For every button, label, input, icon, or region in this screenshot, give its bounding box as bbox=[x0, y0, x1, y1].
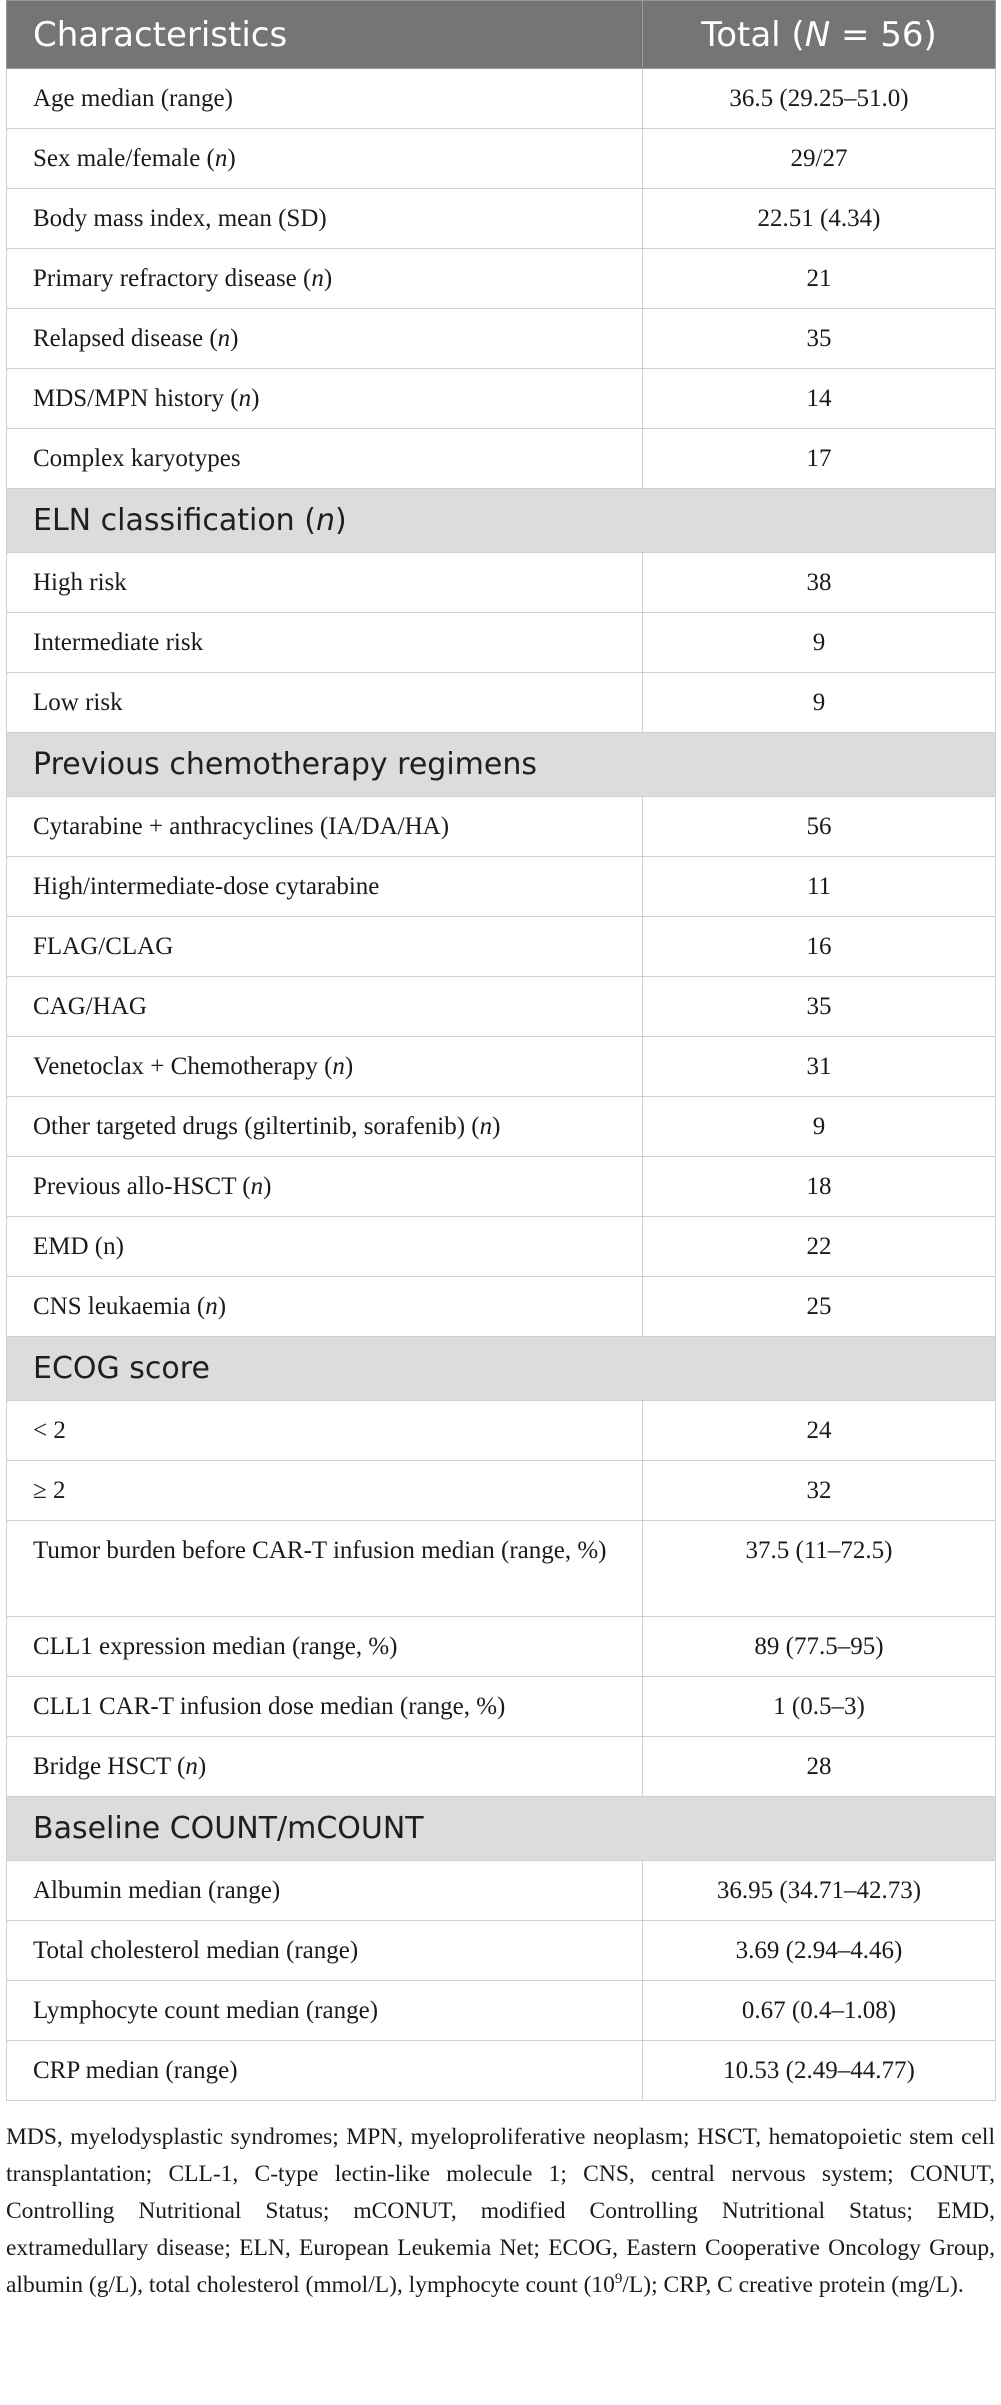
row-label: Sex male/female (n) bbox=[7, 129, 643, 189]
row-value: 21 bbox=[643, 249, 996, 309]
table-row bbox=[7, 249, 996, 309]
row-value: 17 bbox=[643, 429, 996, 489]
row-value: 22 bbox=[643, 1217, 996, 1277]
table-row bbox=[7, 2041, 996, 2101]
table-row bbox=[7, 917, 996, 977]
header-characteristics: Characteristics bbox=[7, 1, 643, 69]
table-row bbox=[7, 429, 996, 489]
table-row bbox=[7, 1617, 996, 1677]
row-label: Albumin median (range) bbox=[7, 1861, 643, 1921]
row-value: 10.53 (2.49–44.77) bbox=[643, 2041, 996, 2101]
row-label: < 2 bbox=[7, 1401, 643, 1461]
row-value: 18 bbox=[643, 1157, 996, 1217]
table-row bbox=[7, 1981, 996, 2041]
table-row bbox=[7, 613, 996, 673]
table-row bbox=[7, 673, 996, 733]
row-label: ≥ 2 bbox=[7, 1461, 643, 1521]
row-value: 14 bbox=[643, 369, 996, 429]
table-row bbox=[7, 1217, 996, 1277]
row-value: 89 (77.5–95) bbox=[643, 1617, 996, 1677]
header-total: Total (N = 56) bbox=[643, 1, 996, 69]
row-value: 28 bbox=[643, 1737, 996, 1797]
row-value: 29/27 bbox=[643, 129, 996, 189]
row-label: CLL1 CAR-T infusion dose median (range, %) bbox=[7, 1677, 643, 1737]
section-heading: ECOG score bbox=[7, 1337, 996, 1401]
table-row bbox=[7, 1401, 996, 1461]
row-value: 38 bbox=[643, 553, 996, 613]
row-label: High/intermediate-dose cytarabine bbox=[7, 857, 643, 917]
row-value: 9 bbox=[643, 613, 996, 673]
section-heading: Baseline COUNT/mCOUNT bbox=[7, 1797, 996, 1861]
row-value: 37.5 (11–72.5) bbox=[643, 1521, 996, 1617]
row-value: 0.67 (0.4–1.08) bbox=[643, 1981, 996, 2041]
row-label: Primary refractory disease (n) bbox=[7, 249, 643, 309]
table-row bbox=[7, 1037, 996, 1097]
row-label: MDS/MPN history (n) bbox=[7, 369, 643, 429]
row-label: Intermediate risk bbox=[7, 613, 643, 673]
row-label: Age median (range) bbox=[7, 69, 643, 129]
row-value: 35 bbox=[643, 977, 996, 1037]
row-label: Cytarabine + anthracyclines (IA/DA/HA) bbox=[7, 797, 643, 857]
section-previous-chemotherapy bbox=[7, 733, 996, 797]
table-row bbox=[7, 1737, 996, 1797]
row-value: 22.51 (4.34) bbox=[643, 189, 996, 249]
table-row bbox=[7, 1461, 996, 1521]
row-value: 9 bbox=[643, 673, 996, 733]
section-eln-classification bbox=[7, 489, 996, 553]
table-row bbox=[7, 309, 996, 369]
row-label: Body mass index, mean (SD) bbox=[7, 189, 643, 249]
row-label: Lymphocyte count median (range) bbox=[7, 1981, 643, 2041]
row-label: Low risk bbox=[7, 673, 643, 733]
table-row bbox=[7, 553, 996, 613]
row-label: EMD (n) bbox=[7, 1217, 643, 1277]
row-label: CLL1 expression median (range, %) bbox=[7, 1617, 643, 1677]
row-value: 11 bbox=[643, 857, 996, 917]
table-header-row bbox=[7, 1, 996, 69]
row-value: 9 bbox=[643, 1097, 996, 1157]
table-row bbox=[7, 1157, 996, 1217]
row-label: Total cholesterol median (range) bbox=[7, 1921, 643, 1981]
table-row bbox=[7, 1921, 996, 1981]
row-value: 3.69 (2.94–4.46) bbox=[643, 1921, 996, 1981]
table-row bbox=[7, 189, 996, 249]
section-heading: ELN classification (n) bbox=[7, 489, 996, 553]
row-value: 36.95 (34.71–42.73) bbox=[643, 1861, 996, 1921]
table-row bbox=[7, 857, 996, 917]
row-label: CAG/HAG bbox=[7, 977, 643, 1037]
row-value: 24 bbox=[643, 1401, 996, 1461]
row-value: 1 (0.5–3) bbox=[643, 1677, 996, 1737]
row-value: 35 bbox=[643, 309, 996, 369]
row-label: Bridge HSCT (n) bbox=[7, 1737, 643, 1797]
row-label: CRP median (range) bbox=[7, 2041, 643, 2101]
row-value: 32 bbox=[643, 1461, 996, 1521]
table-row bbox=[7, 1861, 996, 1921]
row-label: Previous allo-HSCT (n) bbox=[7, 1157, 643, 1217]
row-label: Relapsed disease (n) bbox=[7, 309, 643, 369]
row-label: High risk bbox=[7, 553, 643, 613]
section-heading: Previous chemotherapy regimens bbox=[7, 733, 996, 797]
table-row bbox=[7, 129, 996, 189]
row-value: 56 bbox=[643, 797, 996, 857]
table-row bbox=[7, 69, 996, 129]
row-value: 25 bbox=[643, 1277, 996, 1337]
row-label: FLAG/CLAG bbox=[7, 917, 643, 977]
row-label: Venetoclax + Chemotherapy (n) bbox=[7, 1037, 643, 1097]
table-row bbox=[7, 1097, 996, 1157]
table-footnote: MDS, myelodysplastic syndromes; MPN, myeloproliferative neoplasm; HSCT, hematopoietic stem cell transplantation; CLL-1, C-type lectin-like molecule 1; CNS, central nervous system; CONUT, Controlling Nutritional Status; mCONUT, modified Controlling Nutritional Status; EMD, extramedullary disease; ELN, European Leukemia Net; ECOG, Eastern Cooperative Oncology Group, albumin (g/L), total cholesterol (mmol/L), lymphocyte count $(10^9/L)$; CRP, C creative protein (mg/L). bbox=[6, 2124, 995, 2298]
document bbox=[6, 0, 995, 2328]
table-row bbox=[7, 977, 996, 1037]
section-baseline-count bbox=[7, 1797, 996, 1861]
table-row bbox=[7, 369, 996, 429]
row-value: 31 bbox=[643, 1037, 996, 1097]
row-label: Other targeted drugs (giltertinib, sorafenib) (n) bbox=[7, 1097, 643, 1157]
row-label: Complex karyotypes bbox=[7, 429, 643, 489]
row-value: 16 bbox=[643, 917, 996, 977]
row-label: Tumor burden before CAR-T infusion median (range, %) bbox=[7, 1521, 643, 1617]
row-label: CNS leukaemia (n) bbox=[7, 1277, 643, 1337]
table-row bbox=[7, 1521, 996, 1617]
table-row bbox=[7, 1677, 996, 1737]
table-row bbox=[7, 797, 996, 857]
characteristics-table bbox=[6, 0, 996, 2101]
row-value: 36.5 (29.25–51.0) bbox=[643, 69, 996, 129]
table-row bbox=[7, 1277, 996, 1337]
section-ecog-score bbox=[7, 1337, 996, 1401]
